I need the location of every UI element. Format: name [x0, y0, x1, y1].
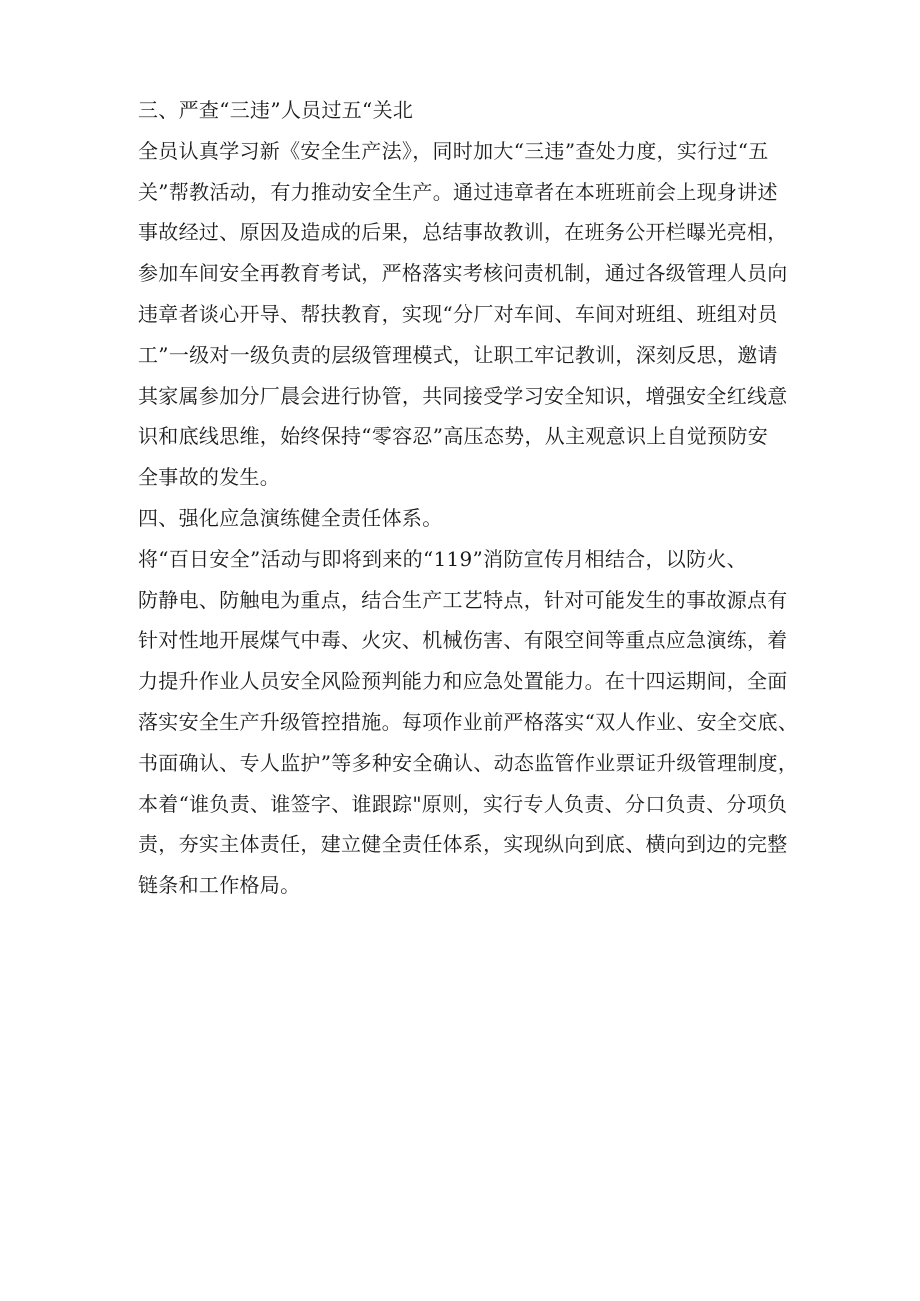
section-4-line: 书面确认、专人监护”等多种安全确认、动态监管作业票证升级管理制度，	[138, 750, 799, 775]
document-body	[138, 90, 798, 906]
section-3-line: 全事故的发生。	[138, 465, 281, 490]
section-4-line: 链条和工作格局。	[138, 873, 301, 898]
section-3-line: 关”帮教活动，有力推动安全生产。通过违章者在本班班前会上现身讲述	[138, 179, 778, 204]
section-4-heading: 四、强化应急演练健全责任体系。	[138, 505, 443, 530]
section-4-line: 将“百日安全”活动与即将到来的“119”消防宣传月相结合，以防火、	[138, 546, 747, 571]
section-3-line: 全员认真学习新《安全生产法》，同时加大“三违”查处力度，实行过“五	[138, 138, 769, 163]
section-3-line: 工”一级对一级负责的层级管理模式，让职工牢记教训，深刻反思，邀请	[138, 342, 778, 367]
section-4-line: 责，夯实主体责任，建立健全责任体系，实现纵向到底、横向到边的完整	[138, 832, 788, 857]
section-3-heading: 三、严查“三违”人员过五“关北	[138, 98, 414, 122]
section-3-line: 事故经过、原因及造成的后果，总结事故教训，在班务公开栏曝光亮相，	[138, 220, 788, 245]
section-3-line: 参加车间安全再教育考试，严格落实考核问责机制，通过各级管理人员向	[138, 261, 788, 286]
section-4-line: 针对性地开展煤气中毒、火灾、机械伤害、有限空间等重点应急演练，着	[138, 628, 788, 653]
section-4-line: 本着“谁负责、谁签字、谁跟踪"原则，实行专人负责、分口负责、分项负	[138, 791, 788, 816]
section-3-line: 违章者谈心开导、帮扶教育，实现“分厂对车间、车间对班组、班组对员	[138, 301, 778, 326]
section-4-line: 落实安全生产升级管控措施。每项作业前严格落实“双人作业、安全交底、	[138, 709, 799, 734]
section-3-line: 其家属参加分厂晨会进行协管，共同接受学习安全知识，增强安全红线意	[138, 383, 788, 408]
section-4-line: 力提升作业人员安全风险预判能力和应急处置能力。在十四运期间，全面	[138, 669, 788, 694]
section-3-line: 识和底线思维，始终保持“零容忍”高压态势，从主观意识上自觉预防安	[138, 424, 769, 449]
section-4-line: 防静电、防触电为重点，结合生产工艺特点，针对可能发生的事故源点有	[138, 587, 788, 612]
